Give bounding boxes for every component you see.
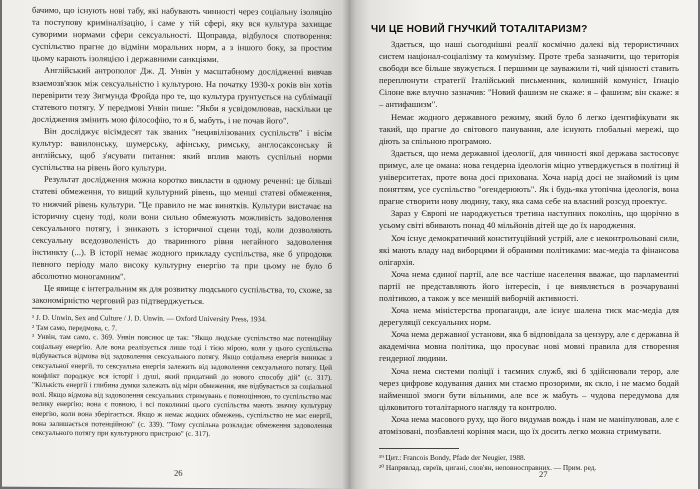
paragraph: Хоча нема державної установи, яка б відповідала за цензуру, але є державна й академічна мовна політика, що просуває нові мовні правила для створення гендерної людини. — [379, 329, 679, 364]
open-book — [2, 0, 698, 489]
footnote: ² Там само, передмова, с. 7. — [32, 322, 117, 332]
paragraph: Немає жодного державного режиму, який було б легко ідентифікувати як такий, що прагне до світового панування, але існують глобальні мережі, що діють за спільною програмою. — [379, 111, 679, 146]
paragraph: Здається, що наші сьогоднішні реалії космічно далекі від терористичних систем націонал-соціалізму та комунізму. Проте треба зазначити, що територія свободи все більше звужується. І першими це зауважили ті, чий цінності ставить переплюнути стратегії Італійський письменник, колишній комуніст, Іґнаціо Сілоне вже влучно зазначив: "Новий фашизм не скаже: я – фашизм; він скаже: я – антифашизм". — [379, 39, 679, 110]
paragraph: Здається, що нема державної ідеології, для чинності якої держава застосовує примус, але це омана: нова гендерна ідеологія міцно утверджується в політиці й університетах, проте вона досі прихована. Хоча нарід досі не знайомий із цим поняттям, усе суспільство "огендерюють". Як і будь-яка утопічна ідеологія, вона прагне створити нову людину, таку, яка сама себе на власний розсуд проектує. — [379, 147, 679, 207]
right-page — [349, 0, 698, 489]
footnote: ²⁰ Напрявлад, євреїв, цигані, слов'ян, неповносправних. — Прим. ред. — [379, 462, 597, 472]
right-page-footnotes — [379, 442, 679, 472]
paragraph: Хоч існує демократичний конституційний устрій, але є неконтрольовані сили, які мають владу над виборцями й обраними політиками: мас-медіа та фінансова олігархія. — [379, 232, 679, 267]
footnote-rule — [32, 308, 112, 310]
paragraph: Англійський антрополог Дж. Д. Унвін у масштабному дослідженні вивчав взаємозв'язок між сексуальністю і культурою. На початку 1930-х років він хотів перевірити тезу Зигмунда Фройда про те, що культура ґрунтується на сублімації статевого потягу. У передмові Унвін пише: "Якби я усвідомлював, наскільки це дослідження змінить мою філософію, то я б, мабуть, і не почав його". — [32, 65, 332, 126]
paragraph: Хоча нема масового руху, що його видумав вождь і нам не маніпулював, але є атомізовані, позбавлені коріння маси, що їх досить легко можна стримувати. — [379, 413, 679, 436]
footnote: ³ Унвін, там само, с. 369. Унвін пояснює це так: "Якщо людське суспільство має потенційну соціальну енергію. Але вона реалізується лише тоді і тією мірою, коли у цього суспільства відбувається відмова від задоволення сексуального потягу. Якщо соціальна енергія виникає з сексуальної енергії, то сексуальна енергія залежить від задоволення сексуального потягу. Цей конфлікт породжує вся історії і душі, який придатний до нового способу дій" (с. 317). "Кількість енергії і глибина думки залежать від міри обмеження, яке відбувається за соціальної волі. Якщо відмова від задоволення сексуальних стримувань є повноцінною, то суспільство має велику енергію; вона є повною, і всі поколинні цього суспільства мають значну культурну енергію, коли вона зберігається. Якщо ж немає жодних обмежень, суспільство не має енергії, вона залишається потенційною" (с. 339). "Тому суспільна розкладає обмеження задоволення сексуального потягу при культурного пристрою" (с. 317). — [32, 331, 332, 439]
footnote-rule — [379, 448, 459, 449]
left-page-body — [32, 4, 332, 308]
left-page — [2, 0, 349, 489]
paragraph: Хоча нема міністерства пропаганди, але існує шалена тиск мас-медіа для дерегуляції сексуальних норм. — [379, 305, 679, 328]
footnote: ¹⁹ Цит.: Francois Bondy, Pfade der Neugier, 1988. — [379, 453, 526, 462]
left-page-footnotes — [32, 302, 332, 440]
paragraph: Результат дослідження можна коротко викласти в одному реченні: це більші статеві обмеження, то вищий культурний рівень, що менші статеві обмеження, то нижчий рівень культури. "Це правило не має винятків. Культури вистачає на історичну сцену тоді, коли вони сильно обмежують можливість задоволення сексуального потягу, і зникають з історичної сцени тоді, коли дозволяють сексуальну вседозволеність до тваринного рівня негайного задоволення інстинкту (...). В історії немає жодного прикладу суспільства, яке б упродовж певного періоду мало високу культурну енергію та при цьому не було б абсолютно моногамним". — [32, 174, 332, 282]
footnote: ¹ J. D. Unwin, Sex and Culture / J. D. Unwin. — Oxford University Press, 1934. — [32, 312, 267, 324]
paragraph: Хоча нема єдиної партії, але все частіше населення вважає, що парламентні партії не представляють його інтересів, і це виявляється в розчаруванні політикою, а також у все меншій виборчій активності. — [379, 268, 679, 303]
chapter-title: ЧИ ЦЕ НОВИЙ ГНУЧКИЙ ТОТАЛІТАРИЗМ? — [371, 24, 588, 35]
right-page-body — [379, 38, 679, 437]
paragraph: Хоча нема системи поліції і таємних служб, які б здійснювали терор, але через цифрове кодування даних ми стаємо прозорими, як скло, і не маємо бодай найменшої змоги бути вільними, але все ж мабуть – чудова передумова для цілковитого тоталітарного нагляду та контролю. — [379, 365, 679, 412]
paragraph: Це явище є інтегральним як для розвитку людського суспільства, то, схоже, за закономірністю черговий раз підтверджується. — [32, 283, 332, 307]
page-number: 26 — [174, 467, 183, 478]
page-number: 27 — [539, 469, 548, 479]
paragraph: Зараз у Європі не народжується третина наступних поколінь, що щорічно в усьому світі вбивають понад 40 мільйонів дітей ще до їх народження. — [379, 208, 679, 231]
paragraph: Він досліджує вісімдесят так званих "нецивілізованих суспільств" і вісім культур: вавилонську, шумерську, афінську, римську, англосаксонську й англійську, щоб з'ясувати питання: який вплив мають суспільні норми суспільства на рівень його культури. — [32, 125, 332, 173]
paragraph: бачимо, що існують нові табу, які набувають чинності через соціальну ізоляцію та поступову криміналізацію, і саме у тій сфері, яку вся культура захищає суворими нормами сфери сексуальності. Щоправда, відбулося спотворення: суспільство прагне до відміни моральних норм, а з іншого боку, за простим цьому карають ізоляцією і державними санкціями. — [32, 4, 332, 65]
